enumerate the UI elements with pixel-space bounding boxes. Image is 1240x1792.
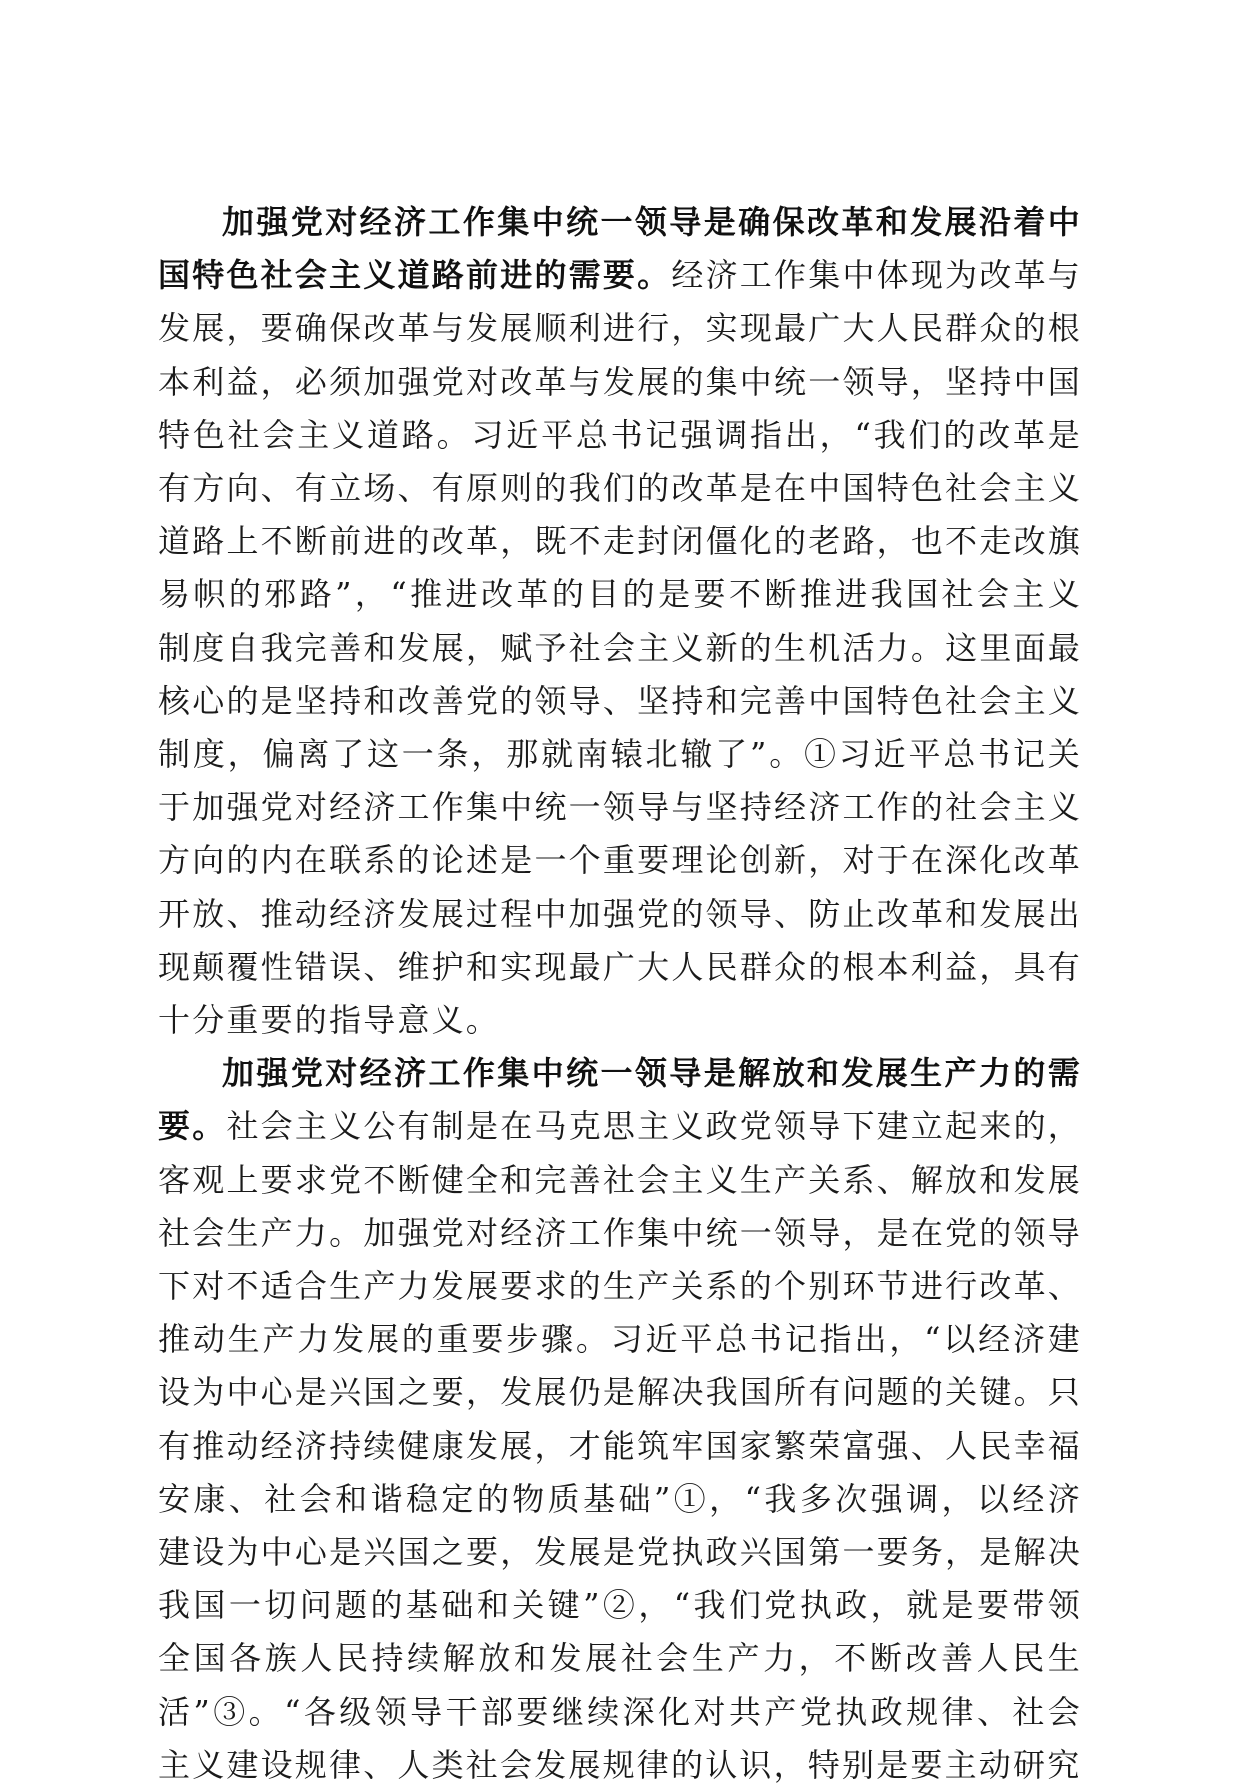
paragraph-1-text: 经济工作集中体现为改革与发展，要确保改革与发展顺利进行，实现最广大人民群众的根本利益，必须加强党对改革与发展的集中统一领导，坚持中国特色社会主义道路。习近平总书记强调指出，“我们的改革是有方向、有立场、有原则的我们的改革是在中国特色社会主义道路上不断前进的改革，既不走封闭僵化的老路，也不走改旗易帜的邪路”，“推进改革的目的是要不断推进我国社会主义制度自我完善和发展，赋予社会主义新的生机活力。这里面最核心的是坚持和改善党的领导、坚持和完善中国特色社会主义制度，偏离了这一条，那就南辕北辙了”。①习近平总书记关于加强党对经济工作集中统一领导与坚持经济工作的社会主义方向的内在联系的论述是一个重要理论创新，对于在深化改革开放、推动经济发展过程中加强党的领导、防止改革和发展出现颠覆性错误、维护和实现最广大人民群众的根本利益，具有十分重要的指导意义。 [158,256,1082,1040]
document-body [158,196,1082,1792]
paragraph-1 [158,196,1082,1047]
paragraph-2-heading: 加强党对经济工作集中统一领导是解放和发展生产力的需要。 [158,1054,1082,1146]
paragraph-1-heading: 加强党对经济工作集中统一领导是确保改革和发展沿着中国特色社会主义道路前进的需要。 [158,203,1082,295]
paragraph-2 [158,1047,1082,1792]
paragraph-2-text: 社会主义公有制是在马克思主义政党领导下建立起来的，客观上要求党不断健全和完善社会主义生产关系、解放和发展社会生产力。加强党对经济工作集中统一领导，是在党的领导下对不适合生产力发展要求的生产关系的个别环节进行改革、推动生产力发展的重要步骤。习近平总书记指出，“以经济建设为中心是兴国之要，发展仍是解决我国所有问题的关键。只有推动经济持续健康发展，才能筑牢国家繁荣富强、人民幸福安康、社会和谐稳定的物质基础”①，“我多次强调，以经济建设为中心是兴国之要，发展是党执政兴国第一要务，是解决我国一切问题的基础和关键”②，“我们党执政，就是要带领全国各族人民持续解放和发展社会生产力，不断改善人民生活”③。“各级领导干部要继续深化对共产党执政规律、社会主义建设规律、人类社会发展规律的认识，特别是要主动研究 [158,1107,1082,1784]
